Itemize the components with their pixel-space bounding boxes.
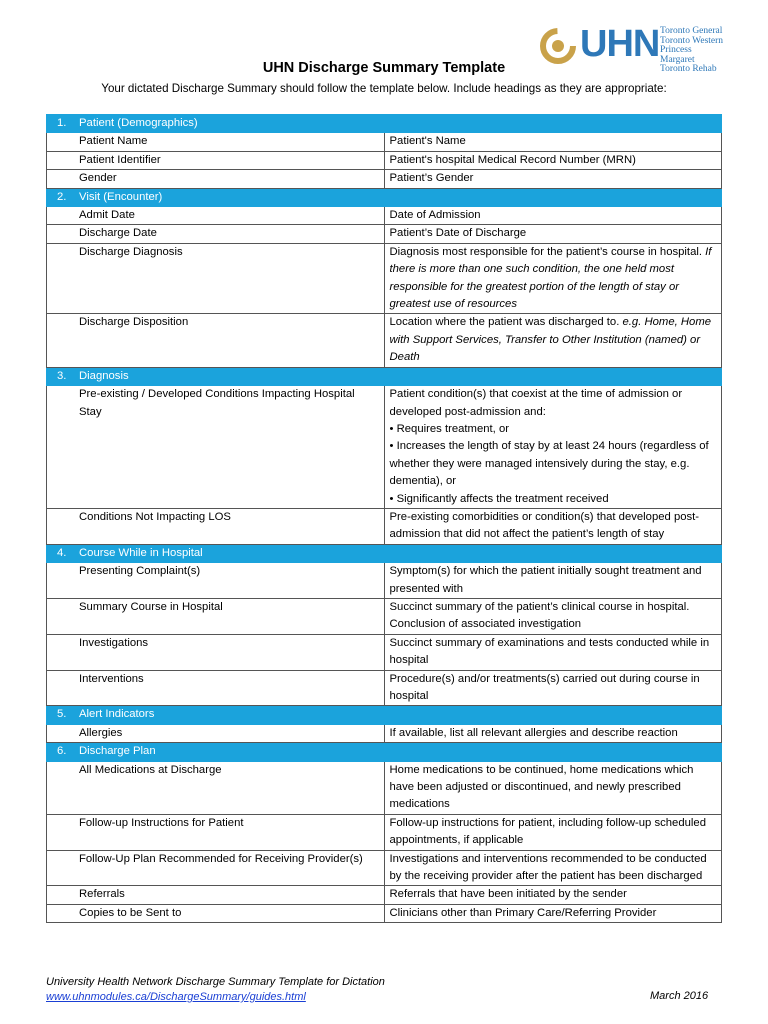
field-description <box>384 670 722 706</box>
page-subtitle: Your dictated Discharge Summary should follow the template below. Include headings as they are appropriate: <box>101 82 667 95</box>
field-description <box>384 386 722 509</box>
description-text: Referrals that have been initiated by the sender <box>389 888 627 901</box>
section-title: Visit (Encounter) <box>79 190 163 203</box>
section-header <box>47 706 722 724</box>
section-title: Diagnosis <box>79 369 129 382</box>
section-header-cell <box>47 743 722 761</box>
field-description <box>384 225 722 243</box>
description-text: Patient's hospital Medical Record Number (MRN) <box>389 153 636 166</box>
description-note: If there is more than one such condition, the one held most responsible for the greatest portion of the length of stay or greatest use of resources <box>389 245 712 311</box>
field-name: Allergies <box>47 724 385 742</box>
field-description <box>384 886 722 904</box>
description-text: Patient’s Date of Discharge <box>389 227 527 240</box>
field-description <box>384 170 722 188</box>
table-row <box>47 225 722 243</box>
field-name: Pre-existing / Developed Conditions Impacting Hospital Stay <box>47 386 385 509</box>
table-row <box>47 243 722 314</box>
field-name: Interventions <box>47 670 385 706</box>
field-description <box>384 598 722 634</box>
table-row <box>47 598 722 634</box>
field-description <box>384 314 722 367</box>
logo-hospital: Toronto Rehab <box>660 64 717 75</box>
table-row <box>47 634 722 670</box>
field-name: Referrals <box>47 886 385 904</box>
field-description <box>384 634 722 670</box>
logo-hospital: Toronto General <box>660 26 723 36</box>
section-header <box>47 367 722 385</box>
table-row <box>47 563 722 599</box>
field-name: Investigations <box>47 634 385 670</box>
field-description <box>384 508 722 544</box>
description-line: • Significantly affects the treatment received <box>389 492 609 505</box>
table-row <box>47 508 722 544</box>
section-header-cell <box>47 367 722 385</box>
uhn-emblem-icon <box>538 26 578 64</box>
description-text: Pre-existing comorbidities or condition(s) that developed post-admission that did not affect the patient’s length of stay <box>389 510 700 541</box>
table-row <box>47 886 722 904</box>
field-description <box>384 904 722 922</box>
section-header-cell <box>47 544 722 562</box>
section-header <box>47 115 722 133</box>
field-name: Discharge Date <box>47 225 385 243</box>
section-header <box>47 743 722 761</box>
field-name: Summary Course in Hospital <box>47 598 385 634</box>
table-row <box>47 314 722 367</box>
field-name: Admit Date <box>47 207 385 225</box>
field-description <box>384 814 722 850</box>
description-text: Home medications to be continued, home medications which have been adjusted or discontinued, and newly prescribed medications <box>389 763 694 811</box>
description-text: Investigations and interventions recommended to be conducted by the receiving provider after the patient has been discharged <box>389 852 707 883</box>
description-line: • Increases the length of stay by at least 24 hours (regardless of whether they were managed intensively during the stay, e.g. dementia), or <box>389 440 709 488</box>
field-name: Conditions Not Impacting LOS <box>47 508 385 544</box>
section-header-cell <box>47 115 722 133</box>
description-text: Diagnosis most responsible for the patient’s course in hospital. <box>389 245 703 258</box>
field-name: Gender <box>47 170 385 188</box>
field-description <box>384 850 722 886</box>
section-title: Course While in Hospital <box>79 546 203 559</box>
section-title: Patient (Demographics) <box>79 117 198 129</box>
description-text: Follow-up instructions for patient, including follow-up scheduled appointments, if applicable <box>389 816 706 847</box>
footer-date: March 2016 <box>650 990 709 1002</box>
section-number: 6. <box>57 745 67 758</box>
field-description <box>384 761 722 814</box>
table-row <box>47 814 722 850</box>
field-name: Follow-Up Plan Recommended for Receiving Provider(s) <box>47 850 385 886</box>
table-row <box>47 670 722 706</box>
description-line: Patient condition(s) that coexist at the time of admission or developed post-admission and: <box>389 388 683 418</box>
logo-hospital: Toronto Western <box>660 35 724 46</box>
field-name: Patient Name <box>47 133 385 151</box>
description-text: Procedure(s) and/or treatments(s) carried out during course in hospital <box>389 672 700 702</box>
field-name: Discharge Diagnosis <box>47 243 385 314</box>
section-header-cell <box>47 706 722 724</box>
table-row <box>47 850 722 886</box>
description-text: Patient's Name <box>389 135 466 148</box>
field-description <box>384 133 722 151</box>
field-name: Discharge Disposition <box>47 314 385 367</box>
field-description <box>384 207 722 225</box>
table-row <box>47 207 722 225</box>
footer <box>46 975 385 1005</box>
field-description <box>384 243 722 314</box>
field-description <box>384 563 722 599</box>
logo-wordmark: UHN <box>580 23 660 65</box>
table-row <box>47 724 722 742</box>
section-title: Discharge Plan <box>79 745 156 758</box>
description-text: Succinct summary of the patient’s clinical course in hospital. Conclusion of associated investigation <box>389 600 690 631</box>
section-header <box>47 544 722 562</box>
footer-caption: University Health Network Discharge Summary Template for Dictation <box>46 976 385 988</box>
field-description <box>384 151 722 169</box>
description-text: Location where the patient was discharged to. <box>389 316 620 329</box>
table-row <box>47 133 722 151</box>
section-number: 2. <box>57 190 67 203</box>
logo-hospital: Princess Margaret <box>660 45 695 65</box>
description-text: If available, list all relevant allergies and describe reaction <box>389 726 678 739</box>
page-title: UHN Discharge Summary Template <box>262 60 506 76</box>
field-name: Follow-up Instructions for Patient <box>47 814 385 850</box>
section-header-cell <box>47 188 722 206</box>
section-number: 4. <box>57 546 67 559</box>
description-note: e.g. Home, Home with Support Services, Transfer to Other Institution (named) or Death <box>389 316 712 364</box>
description-line: • Requires treatment, or <box>389 422 509 435</box>
field-name: Copies to be Sent to <box>47 904 385 922</box>
description-text: Clinicians other than Primary Care/Referring Provider <box>389 906 657 919</box>
table-row <box>47 151 722 169</box>
field-name: All Medications at Discharge <box>47 761 385 814</box>
section-header <box>47 188 722 206</box>
description-text: Date of Admission <box>389 209 481 222</box>
field-name: Patient Identifier <box>47 151 385 169</box>
template-table <box>46 114 722 923</box>
field-description <box>384 724 722 742</box>
section-number: 1. <box>57 117 67 129</box>
table-row <box>47 386 722 509</box>
table-row <box>47 761 722 814</box>
table-row <box>47 904 722 922</box>
description-text: Patient’s Gender <box>389 172 474 185</box>
footer-link[interactable]: www.uhnmodules.ca/DischargeSummary/guides.html <box>46 991 306 1003</box>
section-number: 3. <box>57 369 67 382</box>
section-number: 5. <box>57 708 67 721</box>
table-row <box>47 170 722 188</box>
description-text: Succinct summary of examinations and tests conducted while in hospital <box>389 636 710 667</box>
description-text: Symptom(s) for which the patient initially sought treatment and presented with <box>389 565 702 595</box>
section-title: Alert Indicators <box>79 708 155 721</box>
field-name: Presenting Complaint(s) <box>47 563 385 599</box>
